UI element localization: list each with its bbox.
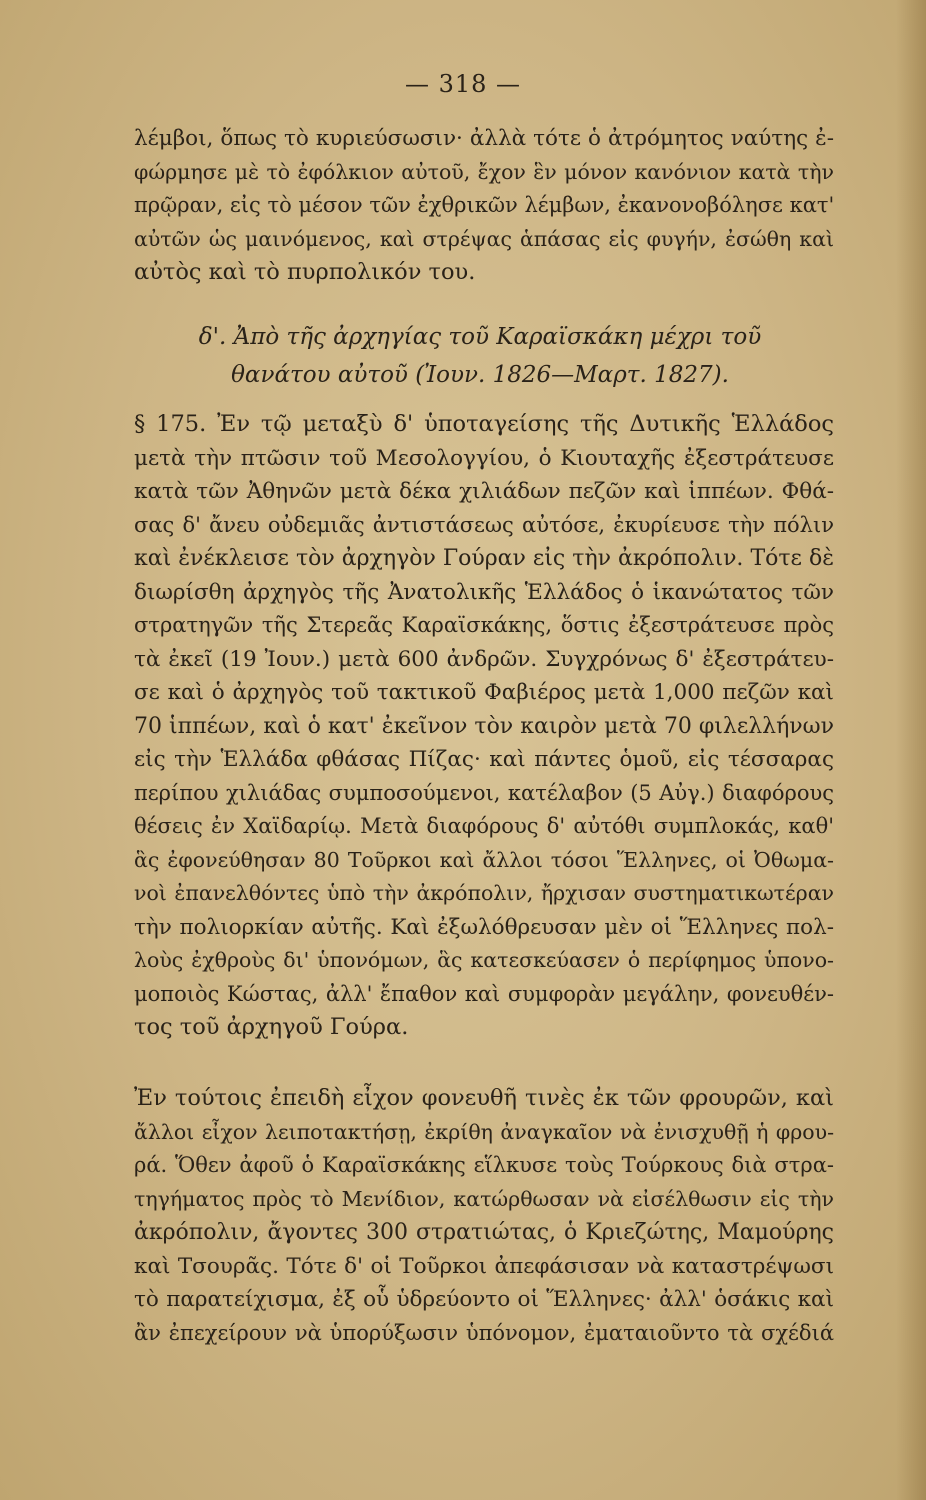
text-line: τὸ παρατείχισμα, ἐξ οὗ ὑδρεύοντο οἱ Ἕλληνες· ἀλλ' ὁσάκις καὶ [134, 1287, 834, 1312]
text-line: ρά. Ὅθεν ἀφοῦ ὁ Καραϊσκάκης εἵλκυσε τοὺς Τούρκους διὰ στρα- [134, 1153, 834, 1177]
text-line: καὶ Τσουρᾶς. Τότε δ' οἱ Τοῦρκοι ἀπεφάσισαν νὰ καταστρέψωσι [134, 1253, 834, 1279]
page-edge-shadow [896, 0, 926, 1500]
text-line: ἂν ἐπεχείρουν νὰ ὑπορύξωσιν ὑπόνομον, ἐματαιοῦντο τὰ σχέδιά [134, 1320, 834, 1345]
text-line: ἀκρόπολιν, ἄγοντες 300 στρατιώτας, ὁ Κριεζώτης, Μαμούρης [134, 1220, 834, 1245]
text-line: πρῷραν, εἰς τὸ μέσον τῶν ἐχθρικῶν λέμβων, ἐκανονοβόλησε κατ' [134, 193, 835, 217]
text-line: σας δ' ἄνευ οὐδεμιᾶς ἀντιστάσεως αὐτόσε, ἐκυρίευσε τὴν πόλιν [134, 512, 834, 537]
text-line: τος τοῦ ἀρχηγοῦ Γούρα. [134, 1014, 409, 1040]
text-line: αὐτῶν ὡς μαινόμενος, καὶ στρέψας ἁπάσας εἰς φυγήν, ἐσώθη καὶ [134, 226, 834, 251]
text-line: λέμβοι, ὅπως τὸ κυριεύσωσιν· ἀλλὰ τότε ὁ ἀτρόμητος ναύτης ἐ- [134, 126, 834, 151]
paragraph-175 [134, 408, 834, 1045]
text-line: τηγήματος πρὸς τὸ Μενίδιον, κατώρθωσαν νὰ εἰσέλθωσιν εἰς τὴν [134, 1186, 834, 1211]
text-line: Ἐν τούτοις ἐπειδὴ εἶχον φονευθῆ τινὲς ἐκ τῶν φρουρῶν, καὶ [134, 1085, 834, 1111]
text-line: διωρίσθη ἀρχηγὸς τῆς Ἀνατολικῆς Ἑλλάδος ὁ ἱκανώτατος τῶν [134, 579, 834, 605]
page-number: — 318 — [404, 70, 522, 98]
text-line: φώρμησε μὲ τὸ ἐφόλκιον αὐτοῦ, ἔχον ἓν μόνον κανόνιον κατὰ τὴν [134, 159, 834, 184]
paragraph-1 [134, 122, 834, 290]
text-line: στρατηγῶν τῆς Στερεᾶς Καραϊσκάκης, ὅστις ἐξεστράτευσε πρὸς [134, 613, 834, 637]
text-line: τὰ ἐκεῖ (19 Ἰουν.) μετὰ 600 ἀνδρῶν. Συγχρόνως δ' ἐξεστράτευ- [134, 646, 834, 672]
heading-line: θανάτου αὐτοῦ (Ἰουν. 1826—Μαρτ. 1827). [231, 362, 729, 388]
heading-line: δ'. Ἀπὸ τῆς ἀρχηγίας τοῦ Καραϊσκάκη μέχρι τοῦ [198, 324, 762, 350]
text-line: εἰς τὴν Ἑλλάδα φθάσας Πίζας· καὶ πάντες ὁμοῦ, εἰς τέσσαρας [134, 747, 834, 772]
text-line: ἄλλοι εἶχον λειποτακτήσῃ, ἐκρίθη ἀναγκαῖον νὰ ἐνισχυθῇ ἡ φρου- [134, 1119, 834, 1144]
text-line: περίπου χιλιάδας συμποσούμενοι, κατέλαβον (5 Αὐγ.) διαφόρους [134, 780, 834, 805]
text-line: κατὰ τῶν Ἀθηνῶν μετὰ δέκα χιλιάδων πεζῶν καὶ ἱππέων. Φθά- [134, 479, 834, 504]
text-line: 70 ἱππέων, καὶ ὁ κατ' ἐκεῖνον τὸν καιρὸν μετὰ 70 φιλελλήνων [134, 713, 834, 739]
text-line: νοὶ ἐπανελθόντες ὑπὸ τὴν ἀκρόπολιν, ἤρχισαν συστηματικωτέραν [134, 881, 834, 905]
text-line: λοὺς ἐχθροὺς δι' ὑπονόμων, ἃς κατεσκεύασεν ὁ περίφημος ὑπονο- [134, 948, 834, 972]
text-line: § 175. Ἐν τῷ μεταξὺ δ' ὑποταγείσης τῆς Δυτικῆς Ἑλλάδος [134, 411, 834, 437]
text-line: ἃς ἐφονεύθησαν 80 Τοῦρκοι καὶ ἄλλοι τόσοι Ἕλληνες, οἱ Ὀθωμα- [134, 847, 834, 872]
text-line: μετὰ τὴν πτῶσιν τοῦ Μεσολογγίου, ὁ Κιουταχῆς ἐξεστράτευσε [134, 445, 834, 471]
text-line: καὶ ἐνέκλεισε τὸν ἀρχηγὸν Γούραν εἰς τὴν ἀκρόπολιν. Τότε δὲ [134, 546, 834, 571]
section-heading [130, 318, 830, 394]
text-line: σε καὶ ὁ ἀρχηγὸς τοῦ τακτικοῦ Φαβιέρος μετὰ 1,000 πεζῶν καὶ [134, 680, 834, 705]
text-line: αὐτὸς καὶ τὸ πυρπολικόν του. [134, 259, 476, 285]
text-line: τὴν πολιορκίαν αὐτῆς. Καὶ ἐξωλόθρευσαν μὲν οἱ Ἕλληνες πολ- [134, 914, 834, 940]
text-line: μοποιὸς Κώστας, ἀλλ' ἔπαθον καὶ συμφορὰν μεγάλην, φονευθέν- [134, 981, 834, 1006]
text-line: θέσεις ἐν Χαϊδαρίῳ. Μετὰ διαφόρους δ' αὐτόθι συμπλοκάς, καθ' [134, 814, 834, 838]
paragraph-3 [134, 1082, 834, 1350]
